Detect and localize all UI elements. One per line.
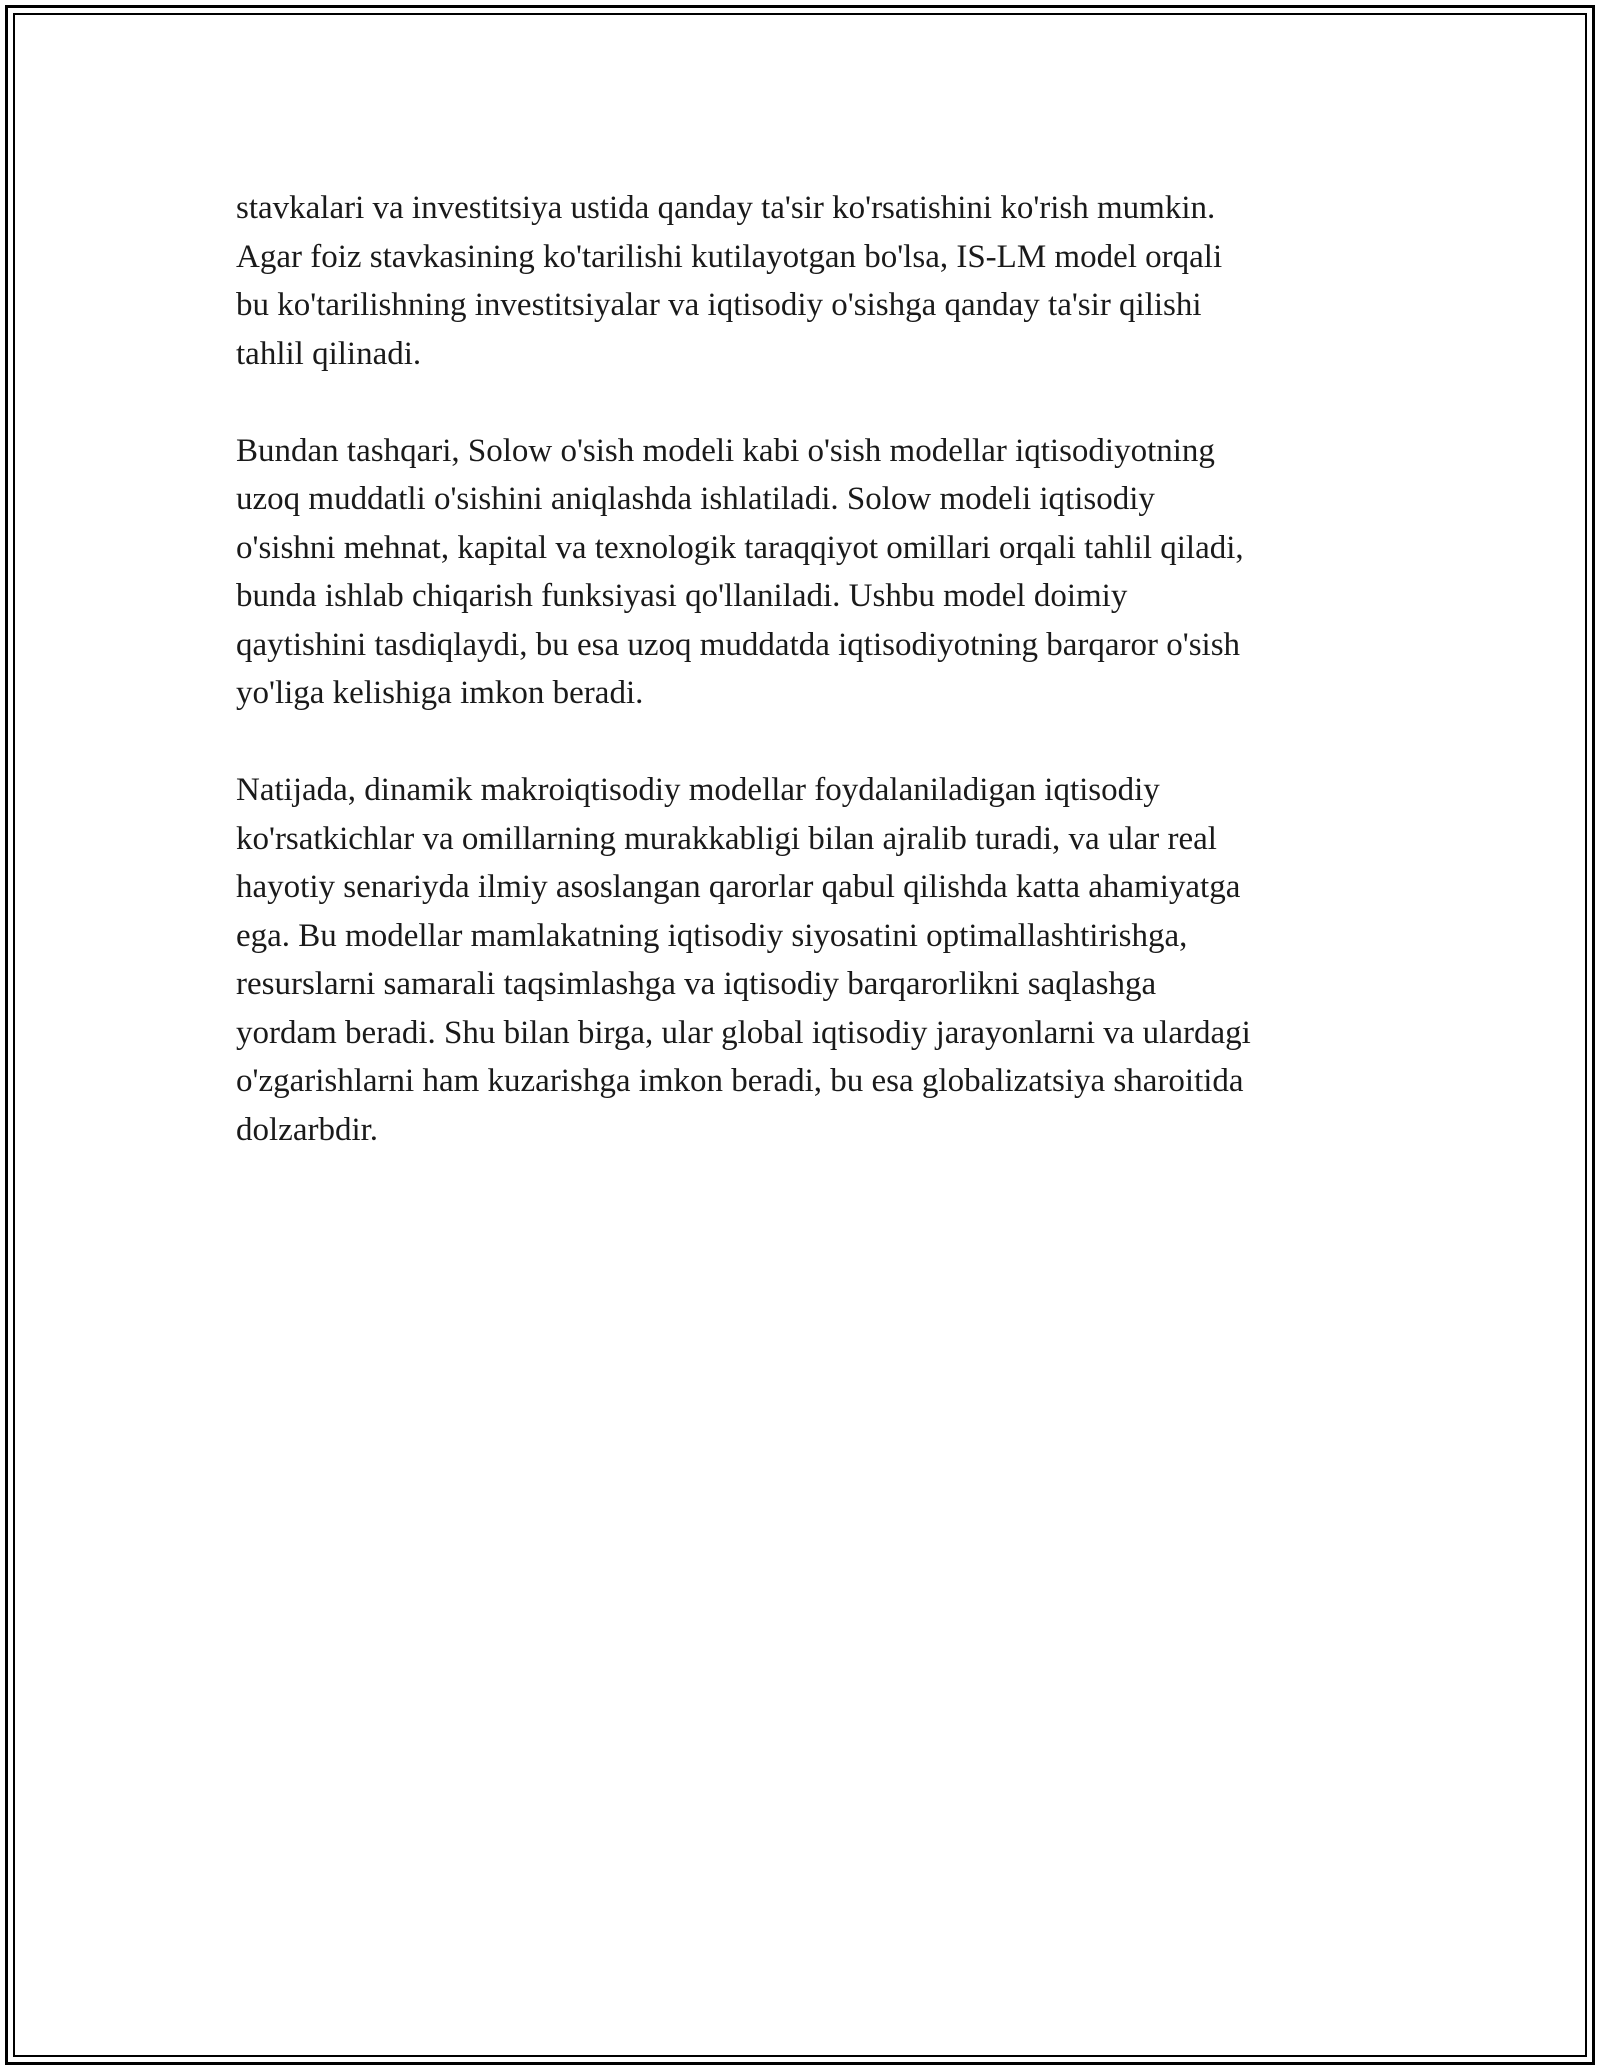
paragraph-solow-model: Bundan tashqari, Solow o'sish modeli kabi o'sish modellar iqtisodiyotning uzoq muddatli o'sishini aniqlashda ishlatiladi. Solow modeli iqtisodiy o'sishni mehnat, kapital va texnologik taraqqiyot omillari orqali tahlil qiladi, bunda ishlab chiqarish funksiyasi qo'llaniladi. Ushbu model doimiy qaytishini tasdiqlaydi, bu esa uzoq muddatda iqtisodiyotning barqaror o'sish yo'liga kelishiga imkon beradi.: [236, 432, 1244, 711]
paragraph-conclusion: Natijada, dinamik makroiqtisodiy modellar foydalaniladigan iqtisodiy ko'rsatkichlar va omillarning murakkabligi bilan ajralib turadi, va ular real hayotiy senariyda ilmiy asoslangan qarorlar qabul qilishda katta ahamiyatga ega. Bu modellar mamlakatning iqtisodiy siyosatini optimallashtirishga, resurslarni samarali taqsimlashga va iqtisodiy barqarorlikni saqlashga yordam beradi. Shu bilan birga, ular global iqtisodiy jarayonlarni va ulardagi o'zgarishlarni ham kuzarishga imkon beradi, bu esa globalizatsiya sharoitida dolzarbdir.: [236, 772, 1251, 1148]
document-body: [236, 184, 1386, 1203]
paragraph-is-lm: stavkalari va investitsiya ustida qanday ta'sir ko'rsatishini ko'rish mumkin. Agar foiz stavkasining ko'tarilishi kutilayotgan bo'lsa, IS-LM model orqali bu ko'tarilishning investitsiyalar va iqtisodiy o'sishga qanday ta'sir qilishi tahlil qilinadi.: [236, 190, 1223, 372]
